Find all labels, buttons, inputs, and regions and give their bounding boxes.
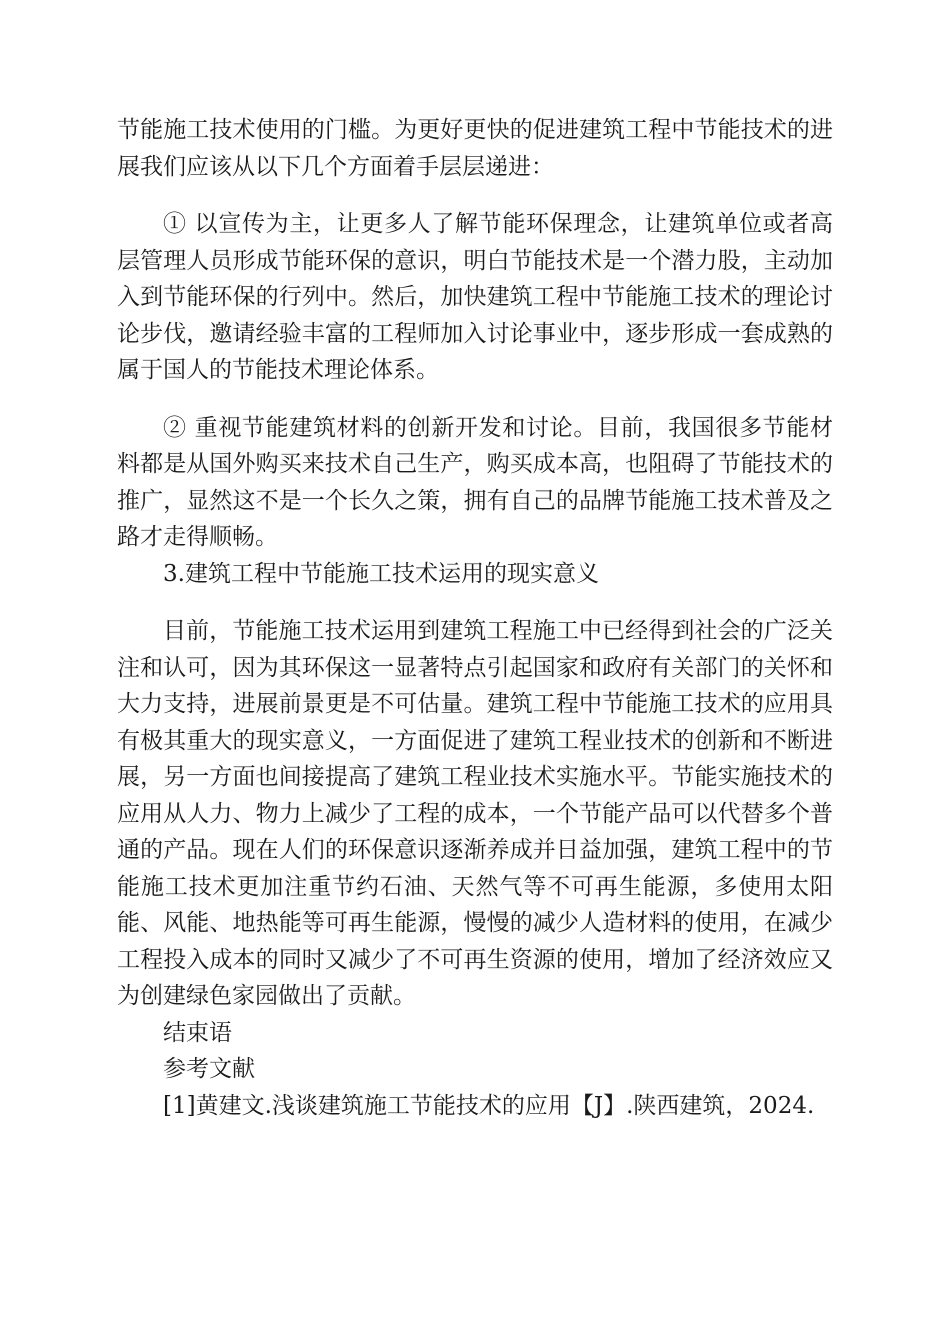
reference-item: [1]黄建文.浅谈建筑施工节能技术的应用【J】.陕西建筑，2024.	[163, 1092, 815, 1119]
conclusion-heading: 结束语	[163, 1019, 232, 1046]
paragraph-point-1: ① 以宣传为主，让更多人了解节能环保理念，让建筑单位或者高层管理人员形成节能环保的意识，明白节能技术是一个潜力股，主动加入到节能环保的行列中。然后，加快建筑工程中节能施工技术的理论讨论步伐，邀请经验丰富的工程师加入讨论事业中，逐步形成一套成熟的属于国人的节能技术理论体系。	[117, 211, 833, 383]
paragraph-continued: 节能施工技术使用的门槛。为更好更快的促进建筑工程中节能技术的进展我们应该从以下几个方面着手层层递进：	[117, 117, 833, 180]
document-body	[117, 112, 833, 1124]
references-heading: 参考文献	[163, 1056, 255, 1082]
paragraph-point-2: ② 重视节能建筑材料的创新开发和讨论。目前，我国很多节能材料都是从国外购买来技术自己生产，购买成本高，也阻碍了节能技术的推广，显然这不是一个长久之策，拥有自己的品牌节能施工技术普及之路才走得顺畅。	[117, 414, 833, 550]
section-heading-3: 3.建筑工程中节能施工技术运用的现实意义	[163, 560, 599, 587]
paragraph-significance: 目前，节能施工技术运用到建筑工程施工中已经得到社会的广泛关注和认可，因为其环保这一显著特点引起国家和政府有关部门的关怀和大力支持，进展前景更是不可估量。建筑工程中节能施工技术的应用具有极其重大的现实意义，一方面促进了建筑工程业技术的创新和不断进展，另一方面也间接提高了建筑工程业技术实施水平。节能实施技术的应用从人力、物力上减少了工程的成本，一个节能产品可以代替多个普通的产品。现在人们的环保意识逐渐养成并日益加强，建筑工程中的节能施工技术更加注重节约石油、天然气等不可再生能源，多使用太阳能、风能、地热能等可再生能源，慢慢的减少人造材料的使用，在减少工程投入成本的同时又减少了不可再生资源的使用，增加了经济效应又为创建绿色家园做出了贡献。	[117, 618, 833, 1009]
